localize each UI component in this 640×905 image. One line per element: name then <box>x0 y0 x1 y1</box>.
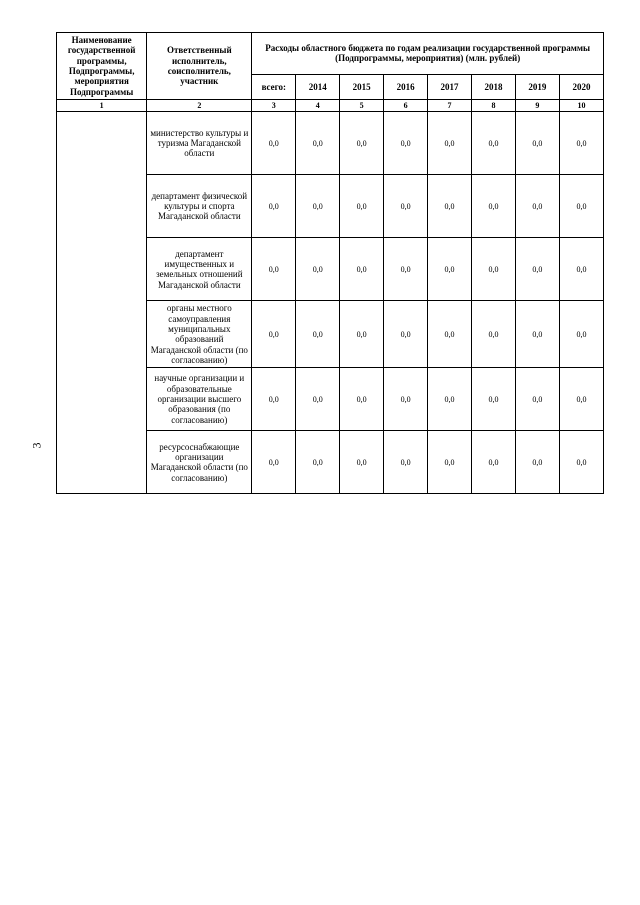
value-cell: 0,0 <box>340 301 384 368</box>
value-cell: 0,0 <box>428 431 472 494</box>
column-number: 3 <box>252 100 296 112</box>
value-cell: 0,0 <box>252 431 296 494</box>
column-numbers-row <box>57 100 604 112</box>
name-column-header: Наименование государственной программы, Подпрограммы, мероприятия Подпрограммы <box>57 33 147 100</box>
executor-column-header: Ответственный исполнитель, соисполнитель, участник <box>147 33 252 100</box>
value-cell: 0,0 <box>384 112 428 175</box>
table-row <box>57 112 604 175</box>
value-cell: 0,0 <box>340 175 384 238</box>
year-header: 2014 <box>296 74 340 99</box>
value-cell: 0,0 <box>428 301 472 368</box>
value-cell: 0,0 <box>384 431 428 494</box>
year-header: 2016 <box>384 74 428 99</box>
column-number: 9 <box>515 100 559 112</box>
value-cell: 0,0 <box>515 368 559 431</box>
executor-cell: департамент физической культуры и спорта Магаданской области <box>147 175 252 238</box>
value-cell: 0,0 <box>340 431 384 494</box>
value-cell: 0,0 <box>428 238 472 301</box>
executor-cell: научные организации и образовательные организации высшего образования (по согласованию) <box>147 368 252 431</box>
budget-table <box>56 32 604 494</box>
year-header: 2019 <box>515 74 559 99</box>
value-cell: 0,0 <box>340 368 384 431</box>
value-cell: 0,0 <box>296 175 340 238</box>
value-cell: 0,0 <box>296 238 340 301</box>
value-cell: 0,0 <box>428 368 472 431</box>
value-cell: 0,0 <box>296 301 340 368</box>
column-number: 2 <box>147 100 252 112</box>
value-cell: 0,0 <box>296 368 340 431</box>
value-cell: 0,0 <box>428 175 472 238</box>
value-cell: 0,0 <box>384 175 428 238</box>
value-cell: 0,0 <box>340 238 384 301</box>
column-number: 7 <box>428 100 472 112</box>
value-cell: 0,0 <box>472 301 516 368</box>
value-cell: 0,0 <box>252 175 296 238</box>
budget-header: Расходы областного бюджета по годам реализации государственной программы (Подпрограммы, мероприятия) (млн. рублей) <box>252 33 604 75</box>
value-cell: 0,0 <box>384 368 428 431</box>
value-cell: 0,0 <box>428 112 472 175</box>
value-cell: 0,0 <box>252 238 296 301</box>
value-cell: 0,0 <box>515 112 559 175</box>
total-header: всего: <box>252 74 296 99</box>
value-cell: 0,0 <box>515 238 559 301</box>
column-number: 6 <box>384 100 428 112</box>
value-cell: 0,0 <box>384 301 428 368</box>
column-number: 4 <box>296 100 340 112</box>
value-cell: 0,0 <box>340 112 384 175</box>
document-page <box>56 32 604 874</box>
column-number: 1 <box>57 100 147 112</box>
program-name-cell <box>57 112 147 494</box>
executor-cell: министерство культуры и туризма Магаданской области <box>147 112 252 175</box>
value-cell: 0,0 <box>472 175 516 238</box>
value-cell: 0,0 <box>252 112 296 175</box>
executor-cell: департамент имущественных и земельных отношений Магаданской области <box>147 238 252 301</box>
value-cell: 0,0 <box>559 238 603 301</box>
column-number: 5 <box>340 100 384 112</box>
value-cell: 0,0 <box>559 368 603 431</box>
year-header: 2015 <box>340 74 384 99</box>
executor-cell: ресурсоснабжающие организации Магаданской области (по согласованию) <box>147 431 252 494</box>
year-header: 2020 <box>559 74 603 99</box>
value-cell: 0,0 <box>559 301 603 368</box>
page-number: 3 <box>29 442 44 449</box>
value-cell: 0,0 <box>296 112 340 175</box>
value-cell: 0,0 <box>472 238 516 301</box>
value-cell: 0,0 <box>472 112 516 175</box>
executor-cell: органы местного самоуправления муниципальных образований Магаданской области (по согласованию) <box>147 301 252 368</box>
value-cell: 0,0 <box>559 112 603 175</box>
value-cell: 0,0 <box>515 431 559 494</box>
column-number: 8 <box>472 100 516 112</box>
column-number: 10 <box>559 100 603 112</box>
value-cell: 0,0 <box>559 175 603 238</box>
value-cell: 0,0 <box>384 238 428 301</box>
value-cell: 0,0 <box>252 301 296 368</box>
value-cell: 0,0 <box>252 368 296 431</box>
value-cell: 0,0 <box>559 431 603 494</box>
value-cell: 0,0 <box>472 431 516 494</box>
value-cell: 0,0 <box>296 431 340 494</box>
year-header: 2018 <box>472 74 516 99</box>
value-cell: 0,0 <box>472 368 516 431</box>
value-cell: 0,0 <box>515 301 559 368</box>
value-cell: 0,0 <box>515 175 559 238</box>
year-header: 2017 <box>428 74 472 99</box>
